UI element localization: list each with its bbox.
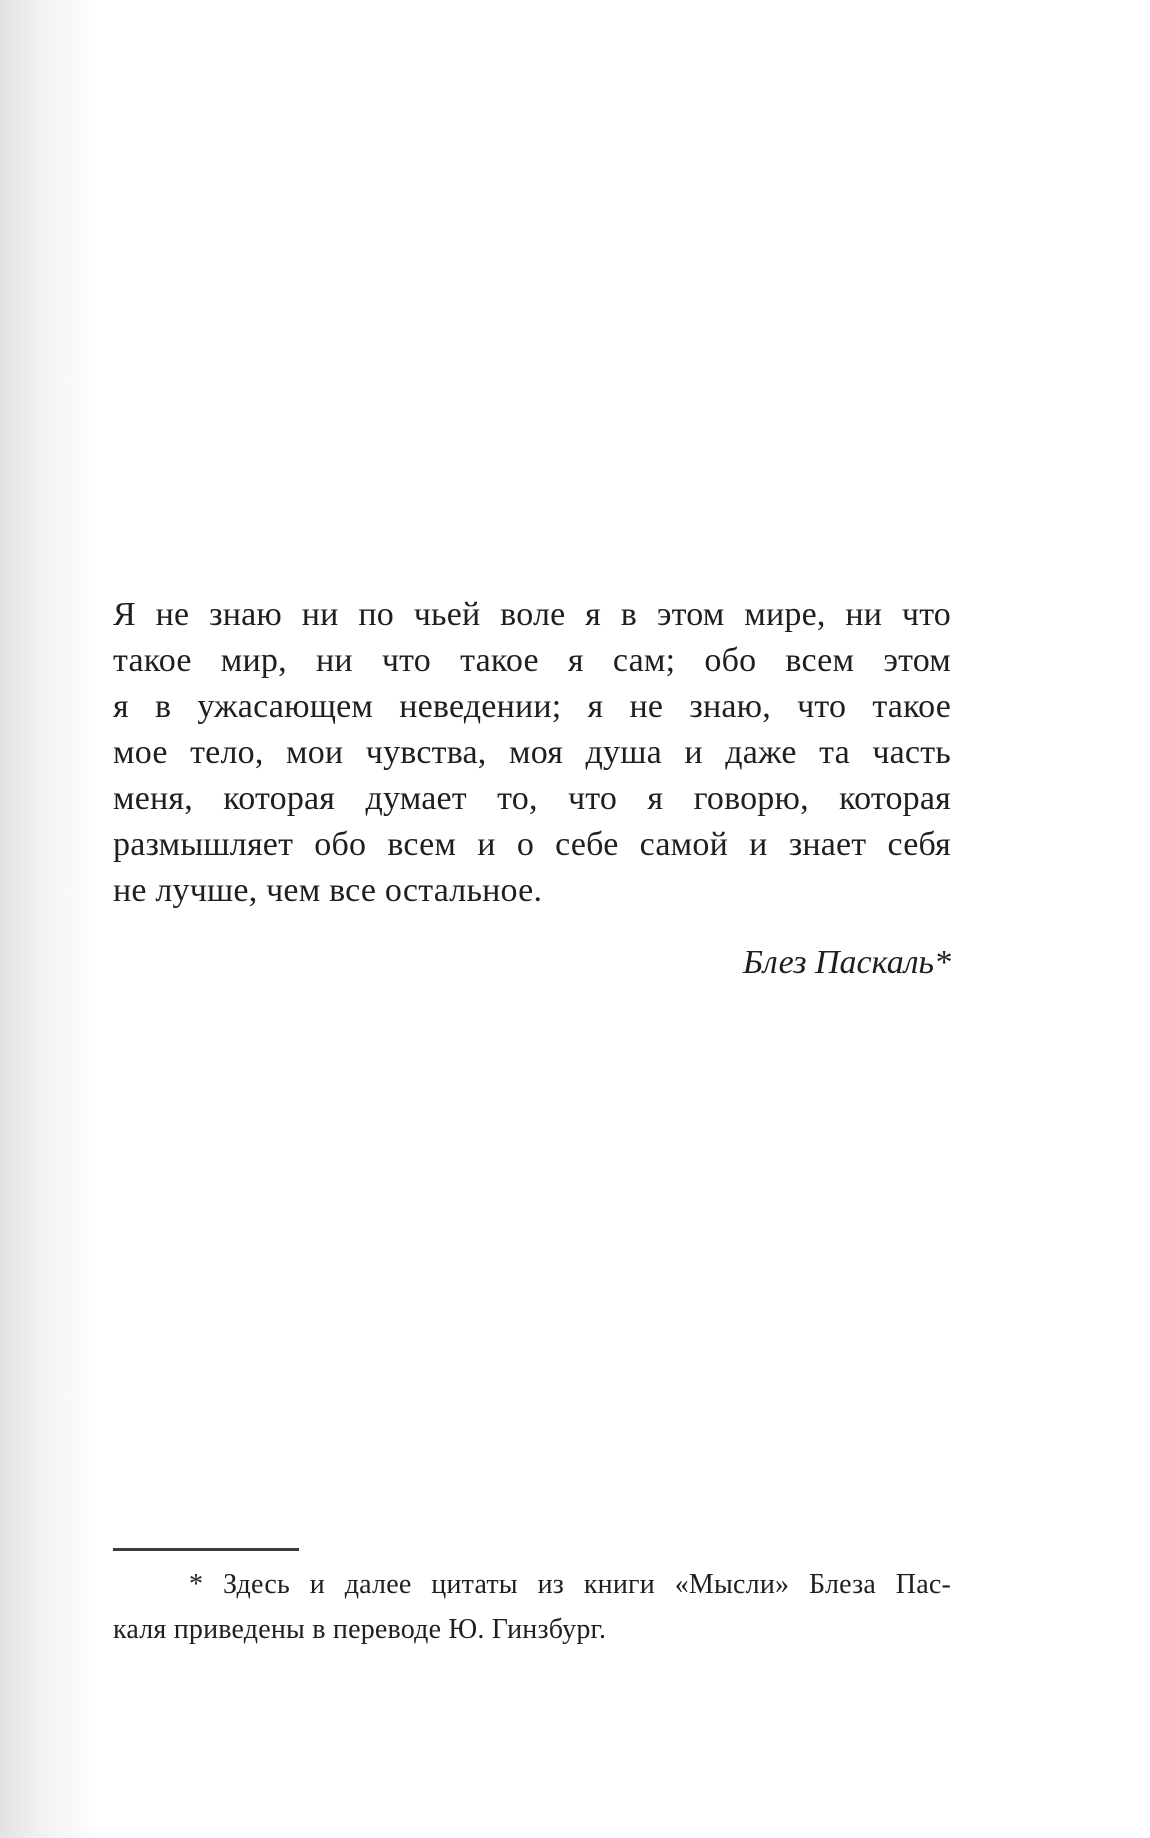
quote-line: Я не знаю ни по чьей воле я в этом мире, ни что bbox=[113, 596, 951, 633]
page-spine-gradient bbox=[0, 0, 96, 1838]
epigraph-attribution: Блез Паскаль* bbox=[742, 944, 951, 981]
quote-line: я в ужасающем неведении; я не знаю, что такое bbox=[113, 688, 951, 725]
quote-line: мое тело, мои чувства, моя душа и даже та часть bbox=[113, 734, 951, 771]
epigraph-quote bbox=[113, 592, 951, 914]
quote-line: размышляет обо всем и о себе самой и знает себя bbox=[113, 826, 951, 863]
book-page-content bbox=[113, 0, 951, 1838]
footnote-line: * Здесь и далее цитаты из книги «Мысли» Блеза Пас- bbox=[189, 1569, 951, 1600]
footnote bbox=[113, 1548, 951, 1652]
quote-line: такое мир, ни что такое я сам; обо всем этом bbox=[113, 642, 951, 679]
footnote-rule bbox=[113, 1548, 299, 1551]
quote-line: меня, которая думает то, что я говорю, которая bbox=[113, 780, 951, 817]
footnote-line: каля приведены в переводе Ю. Гинзбург. bbox=[113, 1614, 607, 1645]
quote-line: не лучше, чем все остальное. bbox=[113, 872, 543, 909]
footnote-text bbox=[113, 1562, 951, 1652]
epigraph bbox=[113, 592, 951, 986]
